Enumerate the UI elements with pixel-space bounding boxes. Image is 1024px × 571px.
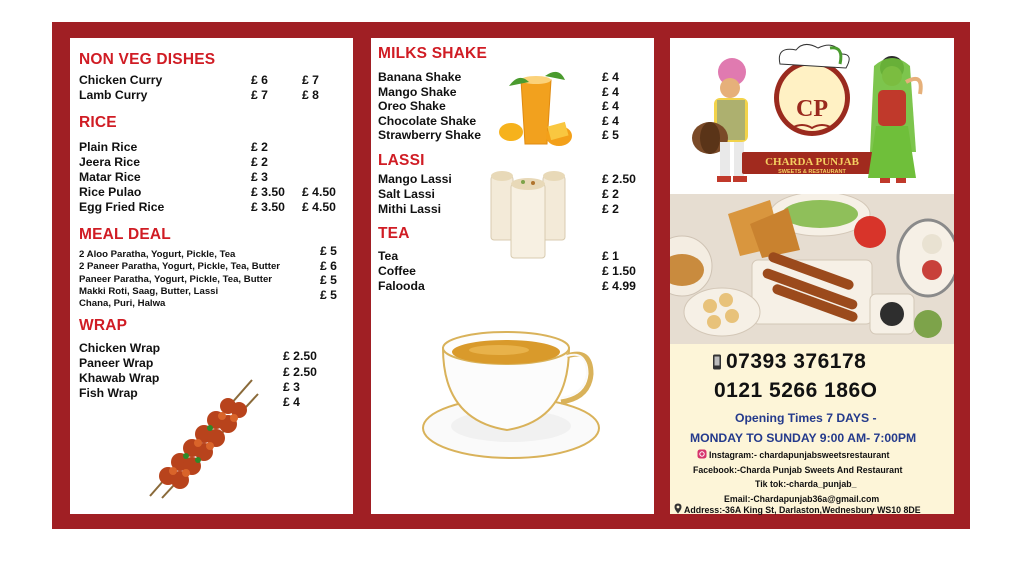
phone-number-2[interactable]: 0121 5266 186O <box>714 379 878 402</box>
menu-item-name: Paneer Wrap <box>79 356 154 370</box>
menu-item-name: Plain Rice <box>79 140 138 154</box>
menu-item-price: £ 2 <box>602 187 619 201</box>
menu-item-price: £ 4.50 <box>302 185 336 199</box>
lassi-glasses-image <box>487 162 572 262</box>
menu-item-name: Mango Shake <box>378 85 457 99</box>
menu-item-name: Falooda <box>378 279 425 293</box>
brand-name: CHARDA PUNJAB <box>765 156 859 168</box>
meal-deal-item: Paneer Paratha, Yogurt, Pickle, Tea, Butter <box>79 274 273 285</box>
menu-item-name: Oreo Shake <box>378 99 446 113</box>
tiktok-handle[interactable]: Tik tok:-charda_punjab_ <box>755 479 857 489</box>
menu-item-price: £ 4 <box>602 114 619 128</box>
menu-item-price: £ 7 <box>302 73 319 87</box>
menu-item-name: Matar Rice <box>79 170 141 184</box>
email-address[interactable]: Email:-Chardapunjab36a@gmail.com <box>724 494 880 504</box>
meal-deal-price: £ 5 <box>320 273 337 287</box>
menu-item-price: £ 5 <box>602 128 619 142</box>
rice-heading: RICE <box>79 114 117 131</box>
menu-item-price: £ 8 <box>302 88 319 102</box>
menu-item-name: Khawab Wrap <box>79 371 160 385</box>
meal-deal-item: Makki Roti, Saag, Butter, Lassi <box>79 286 219 297</box>
menu-item-price: £ 1 <box>602 249 619 263</box>
menu-item-price: £ 2.50 <box>283 349 317 363</box>
menu-item-name: Chicken Curry <box>79 73 163 87</box>
meal-deal-price: £ 5 <box>320 244 337 258</box>
menu-item-price: £ 3 <box>283 380 300 394</box>
menu-item-name: Tea <box>378 249 399 263</box>
tea-heading: TEA <box>378 225 410 242</box>
brand-illustration <box>684 42 940 192</box>
location-pin-icon <box>674 503 682 514</box>
logo-area <box>670 38 954 194</box>
meal-deal-heading: MEAL DEAL <box>79 226 171 243</box>
menu-item-name: Jeera Rice <box>79 155 140 169</box>
phone-icon <box>712 354 722 370</box>
menu-item-name: Lamb Curry <box>79 88 148 102</box>
lassi-heading: LASSI <box>378 152 425 169</box>
panel-mains <box>70 38 353 514</box>
menu-item-price: £ 2.50 <box>283 365 317 379</box>
menu-item-name: Salt Lassi <box>378 187 435 201</box>
menu-item-name: Banana Shake <box>378 70 462 84</box>
panel-drinks <box>371 38 654 514</box>
menu-item-price: £ 4 <box>283 395 300 409</box>
food-platter-image <box>670 194 954 344</box>
menu-item-price: £ 3 <box>251 170 268 184</box>
food-photo <box>670 194 954 344</box>
meal-deal-item: 2 Paneer Paratha, Yogurt, Pickle, Tea, Butter <box>79 261 281 272</box>
instagram-handle[interactable]: Instagram:- chardapunjabsweetsrestaurant <box>709 450 890 460</box>
menu-item-name: Coffee <box>378 264 416 278</box>
menu-item-name: Fish Wrap <box>79 386 138 400</box>
non-veg-heading: NON VEG DISHES <box>79 51 216 68</box>
menu-item-name: Strawberry Shake <box>378 128 481 142</box>
mango-shake-image <box>499 66 579 156</box>
meal-deal-price: £ 6 <box>320 259 337 273</box>
meal-deal-item: 2 Aloo Paratha, Yogurt, Pickle, Tea <box>79 249 236 260</box>
kebab-skewer-image <box>140 376 260 501</box>
menu-item-name: Mithi Lassi <box>378 202 441 216</box>
menu-item-name: Egg Fried Rice <box>79 200 165 214</box>
instagram-icon <box>697 449 707 459</box>
menu-item-price: £ 7 <box>251 88 268 102</box>
menu-item-price: £ 4 <box>602 85 619 99</box>
menu-item-price: £ 4 <box>602 99 619 113</box>
wrap-heading: WRAP <box>79 317 128 334</box>
menu-item-price: £ 3.50 <box>251 200 285 214</box>
panel-info <box>670 38 954 514</box>
shakes-heading: MILKS SHAKE <box>378 45 487 62</box>
phone-number-1[interactable]: 07393 376178 <box>726 350 867 373</box>
menu-item-price: £ 3.50 <box>251 185 285 199</box>
meal-deal-item: Chana, Puri, Halwa <box>79 298 166 309</box>
menu-item-name: Chocolate Shake <box>378 114 477 128</box>
contact-info <box>670 344 954 514</box>
tea-cup-image <box>419 320 604 465</box>
opening-times-title: Opening Times 7 DAYS - <box>735 411 877 425</box>
menu-item-price: £ 4.50 <box>302 200 336 214</box>
address: Address:-36A King St, Darlaston,Wednesbury WS10 8DE <box>684 505 921 515</box>
menu-item-name: Rice Pulao <box>79 185 142 199</box>
facebook-page[interactable]: Facebook:-Charda Punjab Sweets And Restaurant <box>693 465 903 475</box>
opening-hours: MONDAY TO SUNDAY 9:00 AM- 7:00PM <box>690 431 917 445</box>
menu-item-price: £ 6 <box>251 73 268 87</box>
menu-item-price: £ 2 <box>251 155 268 169</box>
meal-deal-price: £ 5 <box>320 288 337 302</box>
menu-item-price: £ 2 <box>602 202 619 216</box>
brand-tagline: SWEETS & RESTAURANT <box>778 169 846 175</box>
menu-item-name: Mango Lassi <box>378 172 452 186</box>
logo-initials: CP <box>796 96 828 122</box>
menu-item-price: £ 2.50 <box>602 172 636 186</box>
menu-item-price: £ 4.99 <box>602 279 636 293</box>
menu-item-price: £ 2 <box>251 140 268 154</box>
menu-item-price: £ 1.50 <box>602 264 636 278</box>
menu-item-name: Chicken Wrap <box>79 341 161 355</box>
menu-item-price: £ 4 <box>602 70 619 84</box>
